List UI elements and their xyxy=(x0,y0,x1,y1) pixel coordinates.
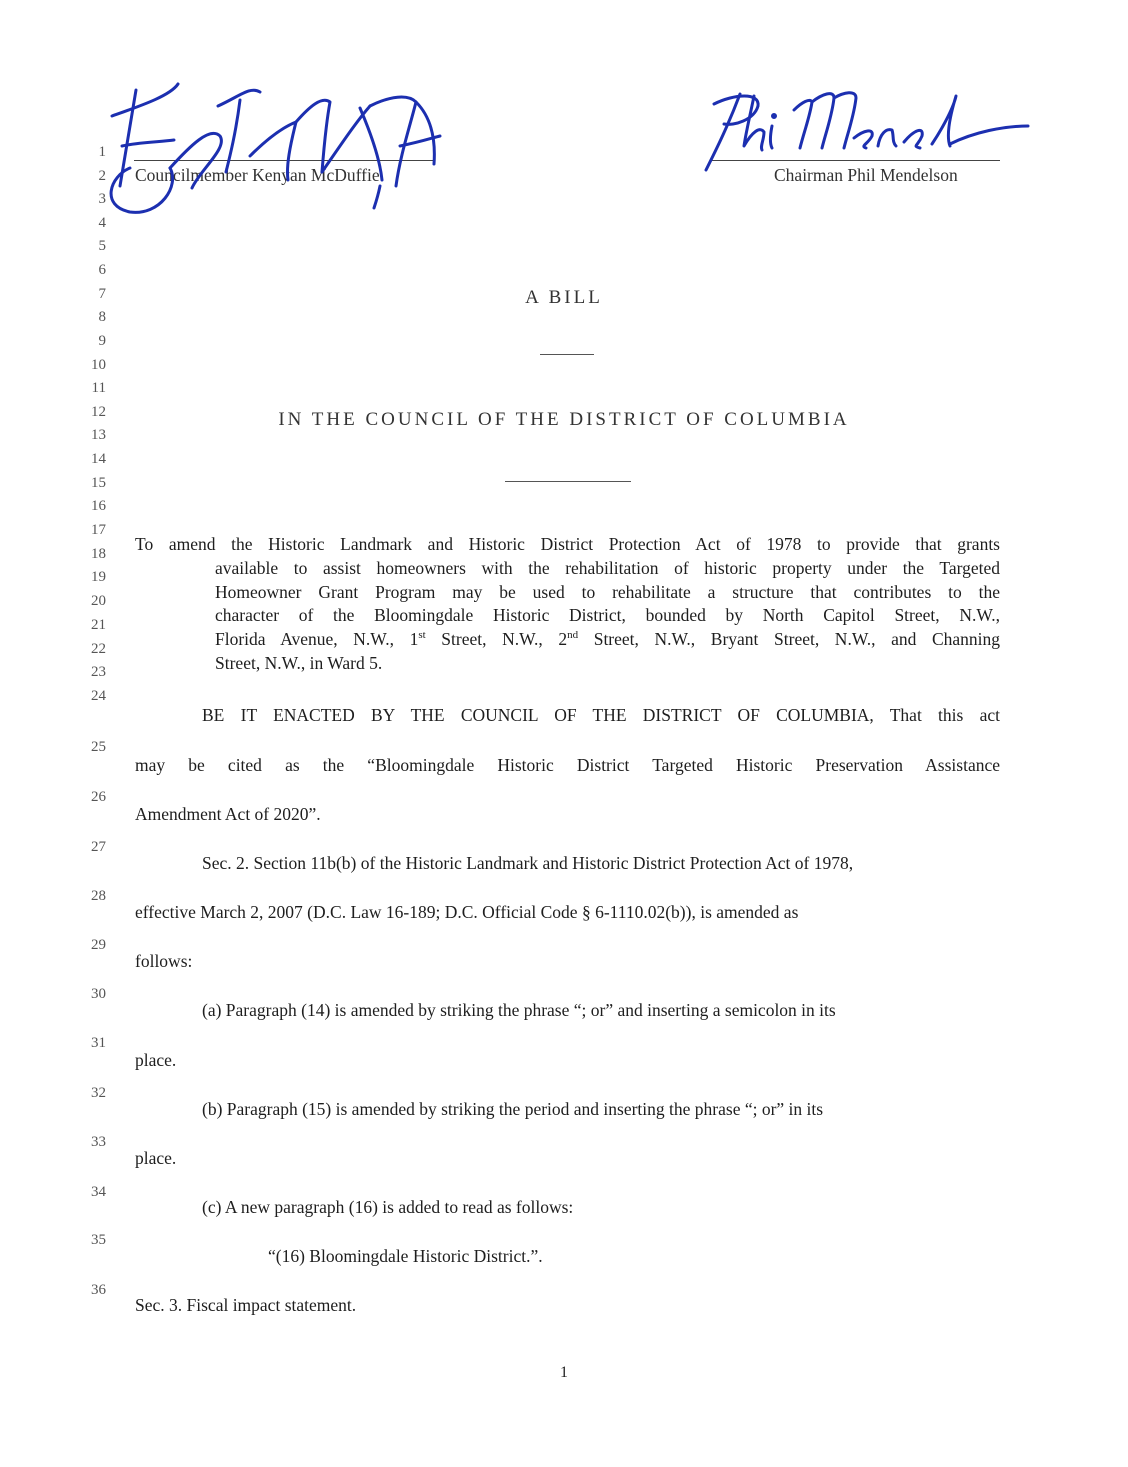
line-number: 30 xyxy=(91,986,106,1002)
line-number: 6 xyxy=(98,262,106,278)
line-number: 16 xyxy=(91,498,106,514)
line-number: 10 xyxy=(91,357,106,373)
text-line: effective March 2, 2007 (D.C. Law 16-189; D.C. Official Code § 6-1110.02(b)), is amended as xyxy=(135,902,799,922)
line-number: 25 xyxy=(91,739,106,755)
line-number: 9 xyxy=(98,333,106,349)
signature-label-right: Chairman Phil Mendelson xyxy=(774,165,958,185)
text-line: Florida Avenue, N.W., 1st Street, N.W., 2nd Street, N.W., Bryant Street, N.W., and Channing xyxy=(215,629,1001,649)
line-number: 22 xyxy=(91,641,106,657)
line-number: 21 xyxy=(91,617,106,633)
line-number: 15 xyxy=(91,475,106,491)
line-number: 23 xyxy=(91,664,106,680)
line-number: 20 xyxy=(91,593,106,609)
line-number: 29 xyxy=(91,937,106,953)
text-line: Amendment Act of 2020”. xyxy=(135,804,321,824)
signature-label-left: Councilmember Kenyan McDuffie xyxy=(135,165,380,185)
text-line: character of the Bloomingdale Historic District, bounded by North Capitol Street, N.W., xyxy=(215,605,1000,625)
line-number: 13 xyxy=(91,427,106,443)
line-number: 34 xyxy=(91,1184,106,1200)
line-number: 2 xyxy=(98,168,106,184)
line-number: 28 xyxy=(91,888,106,904)
text-line: BE IT ENACTED BY THE COUNCIL OF THE DISTRICT OF COLUMBIA, That this act xyxy=(202,705,1000,725)
line-number: 27 xyxy=(91,839,106,855)
line-number: 5 xyxy=(98,238,106,254)
line-number: 4 xyxy=(98,215,106,231)
handwritten-signature-left xyxy=(100,76,480,246)
line-number: 14 xyxy=(91,451,106,467)
line-number: 31 xyxy=(91,1035,106,1051)
text-line: place. xyxy=(135,1148,177,1168)
text-line: Homeowner Grant Program may be used to rehabilitate a structure that contributes to the xyxy=(215,582,1000,602)
line-number: 7 xyxy=(98,286,106,302)
separator-rule xyxy=(505,481,631,482)
line-number: 17 xyxy=(91,522,106,538)
text-line: (b) Paragraph (15) is amended by striking the period and inserting the phrase “; or” in its xyxy=(202,1099,824,1119)
text-line: available to assist homeowners with the rehabilitation of historic property under the Targeted xyxy=(215,558,1000,578)
line-number: 36 xyxy=(91,1282,106,1298)
page-number: 1 xyxy=(560,1364,568,1381)
handwritten-signature-right xyxy=(694,86,1034,176)
text-line: Street, N.W., in Ward 5. xyxy=(215,653,383,673)
line-number: 3 xyxy=(98,191,106,207)
line-number: 8 xyxy=(98,309,106,325)
bill-heading: A BILL xyxy=(525,287,603,308)
text-line: (a) Paragraph (14) is amended by striking the phrase “; or” and inserting a semicolon in its xyxy=(202,1000,836,1020)
text-line: follows: xyxy=(135,951,193,971)
text-line: (c) A new paragraph (16) is added to read as follows: xyxy=(202,1197,574,1217)
line-number: 35 xyxy=(91,1232,106,1248)
line-number: 11 xyxy=(91,380,106,396)
text-line: “(16) Bloomingdale Historic District.”. xyxy=(268,1246,543,1266)
separator-rule xyxy=(540,354,594,355)
line-number: 1 xyxy=(98,144,106,160)
text-line: place. xyxy=(135,1050,177,1070)
text-line: To amend the Historic Landmark and Historic District Protection Act of 1978 to provide that grants xyxy=(135,534,1000,554)
line-number: 18 xyxy=(91,546,106,562)
line-number: 24 xyxy=(91,688,106,704)
council-heading: IN THE COUNCIL OF THE DISTRICT OF COLUMBIA xyxy=(278,409,850,430)
line-number: 33 xyxy=(91,1134,106,1150)
line-number: 26 xyxy=(91,789,106,805)
line-number: 12 xyxy=(91,404,106,420)
line-number: 32 xyxy=(91,1085,106,1101)
text-line: may be cited as the “Bloomingdale Historic District Targeted Historic Preservation Assistance xyxy=(135,755,1000,775)
text-line: Sec. 2. Section 11b(b) of the Historic Landmark and Historic District Protection Act of 1978, xyxy=(202,853,854,873)
text-line: Sec. 3. Fiscal impact statement. xyxy=(135,1295,357,1315)
line-number: 19 xyxy=(91,569,106,585)
